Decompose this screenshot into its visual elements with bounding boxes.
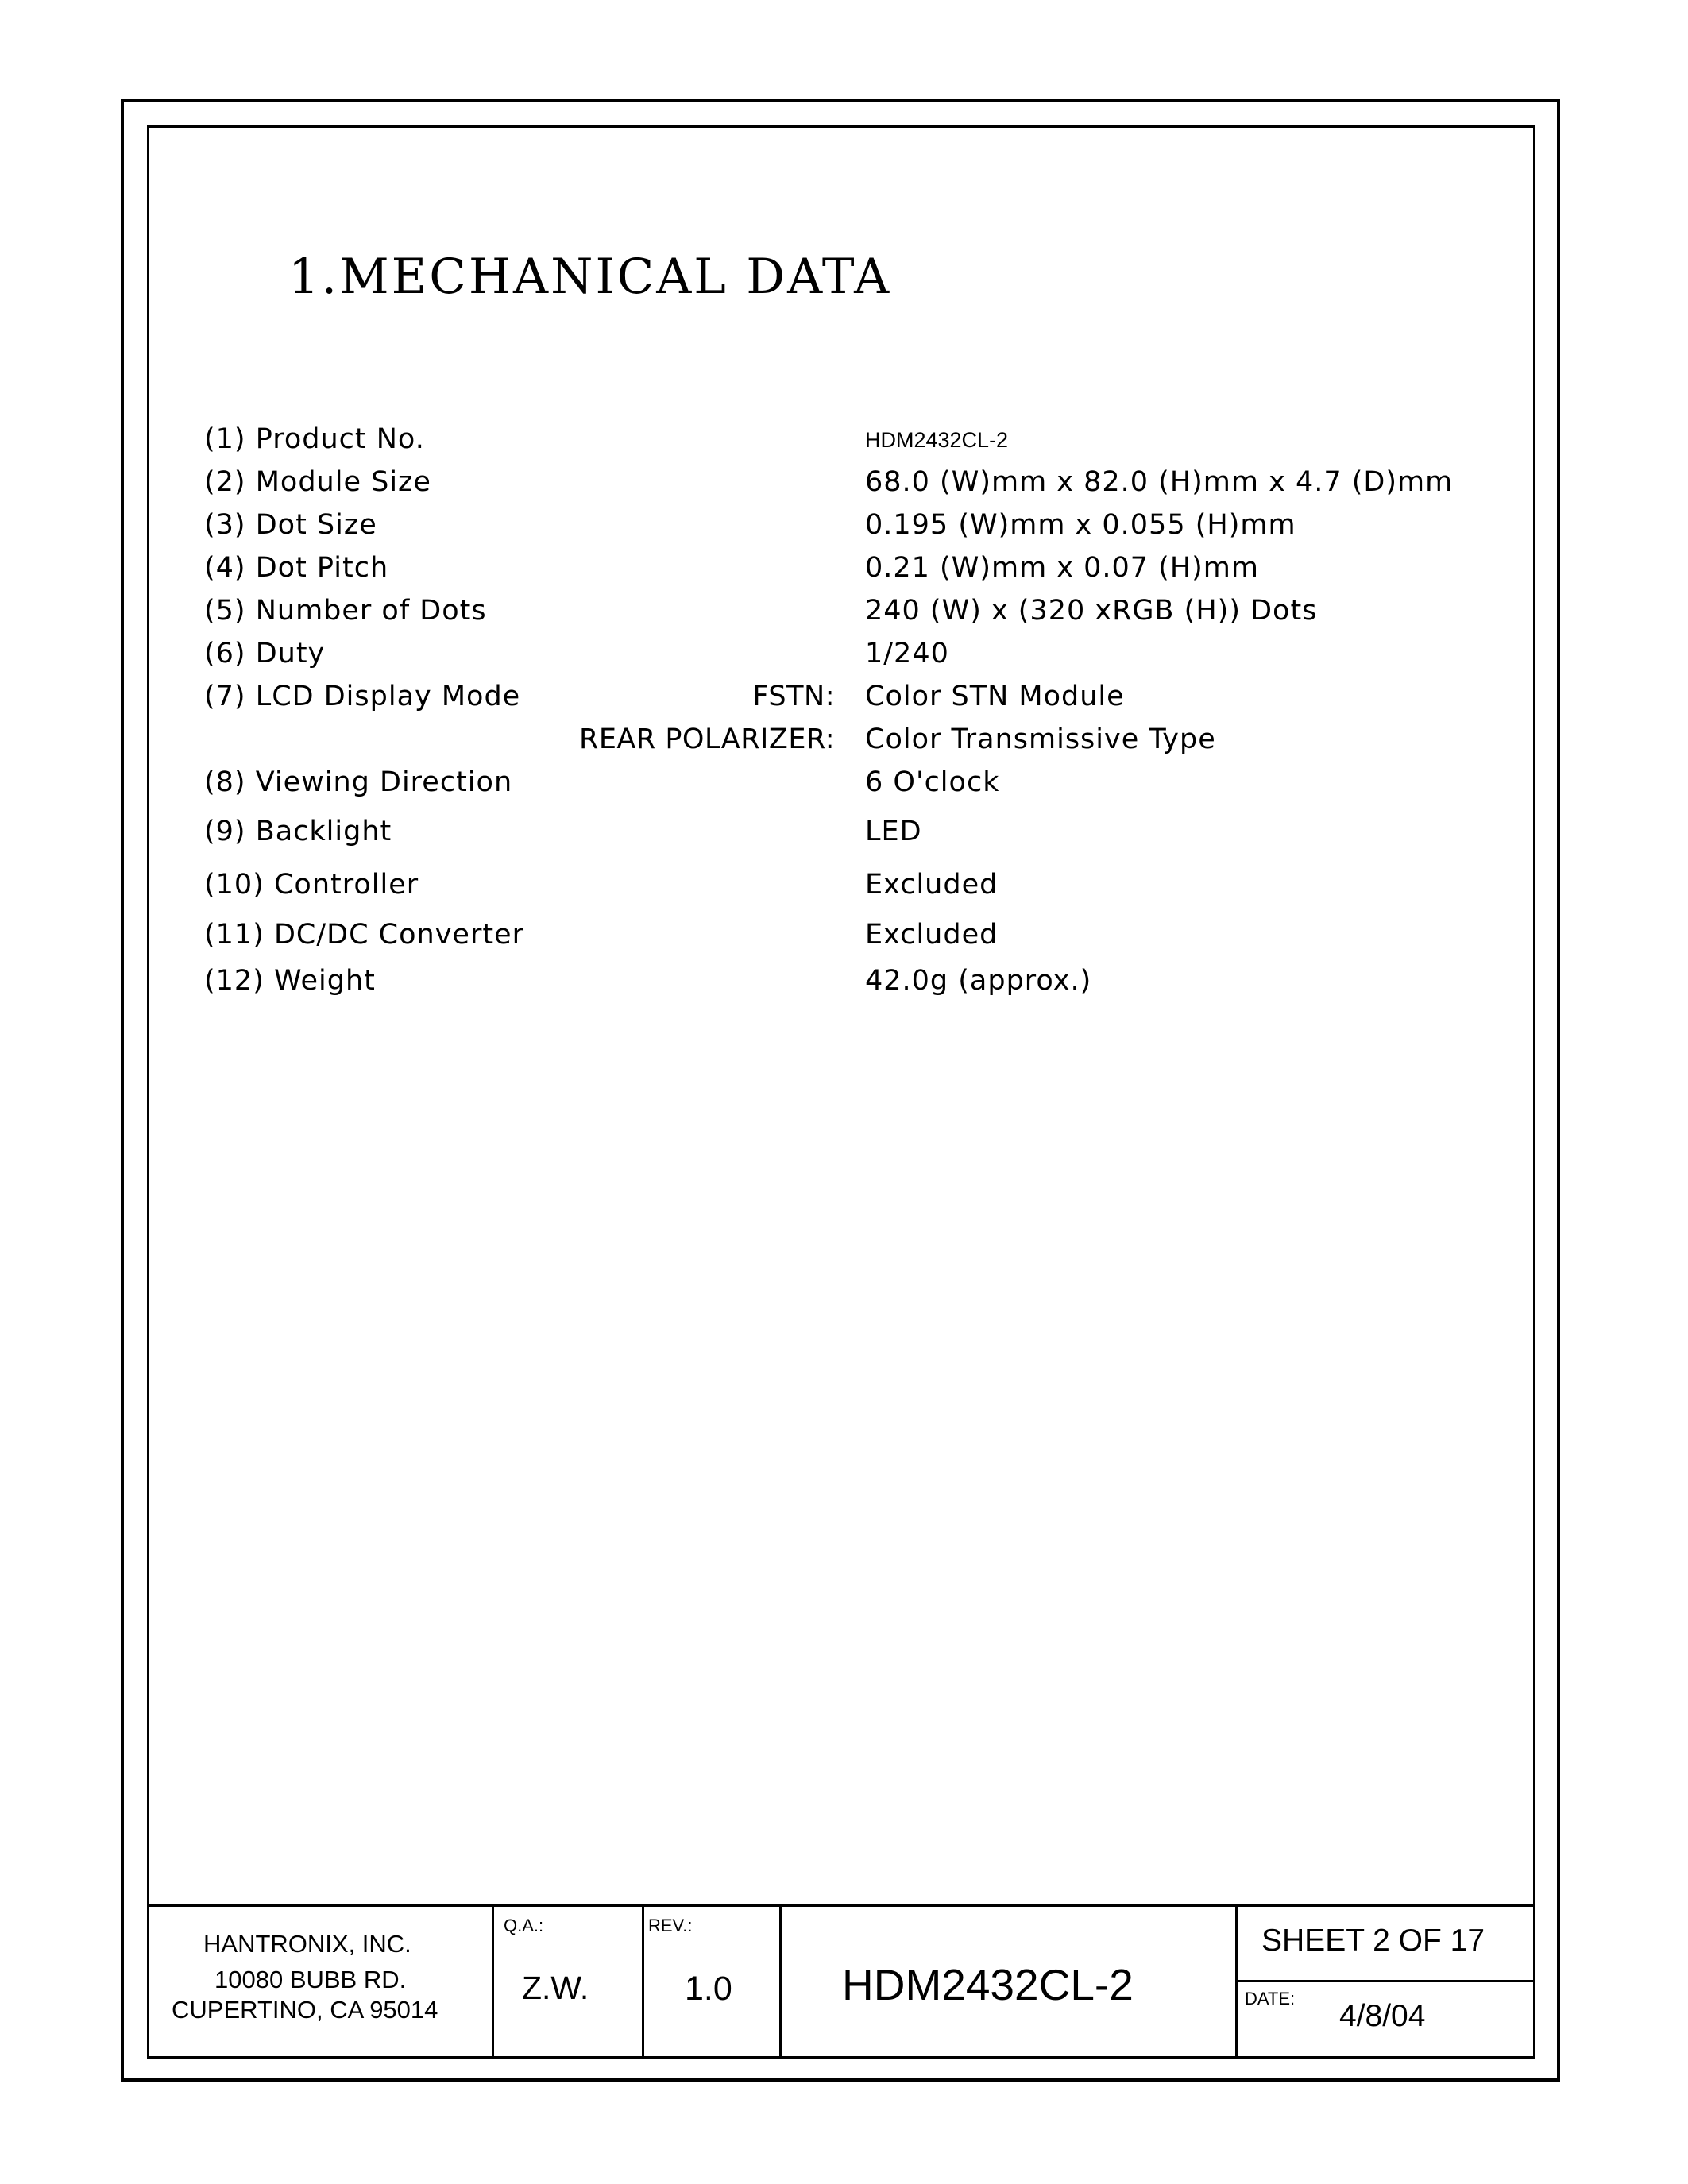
qa-label: Q.A.: (504, 1916, 544, 1935)
spec-row (204, 509, 1523, 549)
spec-value: Excluded (865, 919, 999, 951)
spec-label: (12) Weight (204, 965, 376, 997)
spec-value: HDM2432CL-2 (865, 428, 1009, 452)
part-number: HDM2432CL-2 (842, 1960, 1134, 2009)
spec-row (204, 965, 1523, 1005)
spec-label: (11) DC/DC Converter (204, 919, 524, 951)
qa-value: Z.W. (522, 1970, 589, 2006)
title-block-divider (642, 1904, 644, 2059)
spec-value: 68.0 (W)mm x 82.0 (H)mm x 4.7 (D)mm (865, 466, 1454, 498)
title-block-divider (1235, 1980, 1535, 1982)
spec-row (204, 723, 1523, 763)
sheet-number: SHEET 2 OF 17 (1261, 1924, 1485, 1958)
spec-label: (7) LCD Display Mode (204, 681, 521, 712)
spec-row (204, 919, 1523, 959)
spec-label: (4) Dot Pitch (204, 552, 389, 584)
title-block-top-rule (147, 1904, 1535, 1907)
spec-row (204, 766, 1523, 806)
inner-border (147, 125, 1535, 2059)
spec-row (204, 816, 1523, 855)
spec-value: 240 (W) x (320 xRGB (H)) Dots (865, 595, 1318, 627)
spec-row (204, 466, 1523, 506)
company-address-line2: CUPERTINO, CA 95014 (172, 1996, 438, 2024)
spec-label: (1) Product No. (204, 423, 425, 455)
spec-value: Color Transmissive Type (865, 723, 1216, 755)
spec-sublabel: REAR POLARIZER: (579, 723, 835, 755)
spec-row (204, 869, 1523, 909)
spec-value: Color STN Module (865, 681, 1125, 712)
spec-row (204, 638, 1523, 677)
page-title: 1.MECHANICAL DATA (288, 249, 892, 305)
spec-row (204, 552, 1523, 592)
company-address-line1: 10080 BUBB RD. (214, 1966, 407, 1993)
spec-value: Excluded (865, 869, 999, 901)
spec-row (204, 423, 1523, 463)
title-block-divider (779, 1904, 782, 2059)
rev-label: REV.: (648, 1916, 693, 1935)
spec-label: (10) Controller (204, 869, 419, 901)
spec-value: 0.21 (W)mm x 0.07 (H)mm (865, 552, 1259, 584)
spec-label: (3) Dot Size (204, 509, 377, 541)
spec-label: (5) Number of Dots (204, 595, 487, 627)
spec-value: 6 O'clock (865, 766, 1000, 798)
spec-sublabel: FSTN: (752, 681, 835, 712)
spec-label: (2) Module Size (204, 466, 431, 498)
spec-row (204, 595, 1523, 635)
spec-label: (6) Duty (204, 638, 326, 669)
spec-row (204, 681, 1523, 720)
spec-value: LED (865, 816, 922, 847)
date-label: DATE: (1245, 1989, 1296, 2008)
date-value: 4/8/04 (1339, 1999, 1426, 2033)
rev-value: 1.0 (685, 1970, 732, 2008)
title-block-divider (492, 1904, 494, 2059)
spec-label: (9) Backlight (204, 816, 392, 847)
spec-value: 42.0g (approx.) (865, 965, 1092, 997)
spec-value: 1/240 (865, 638, 949, 669)
spec-label: (8) Viewing Direction (204, 766, 513, 798)
company-name: HANTRONIX, INC. (203, 1930, 411, 1958)
spec-value: 0.195 (W)mm x 0.055 (H)mm (865, 509, 1296, 541)
